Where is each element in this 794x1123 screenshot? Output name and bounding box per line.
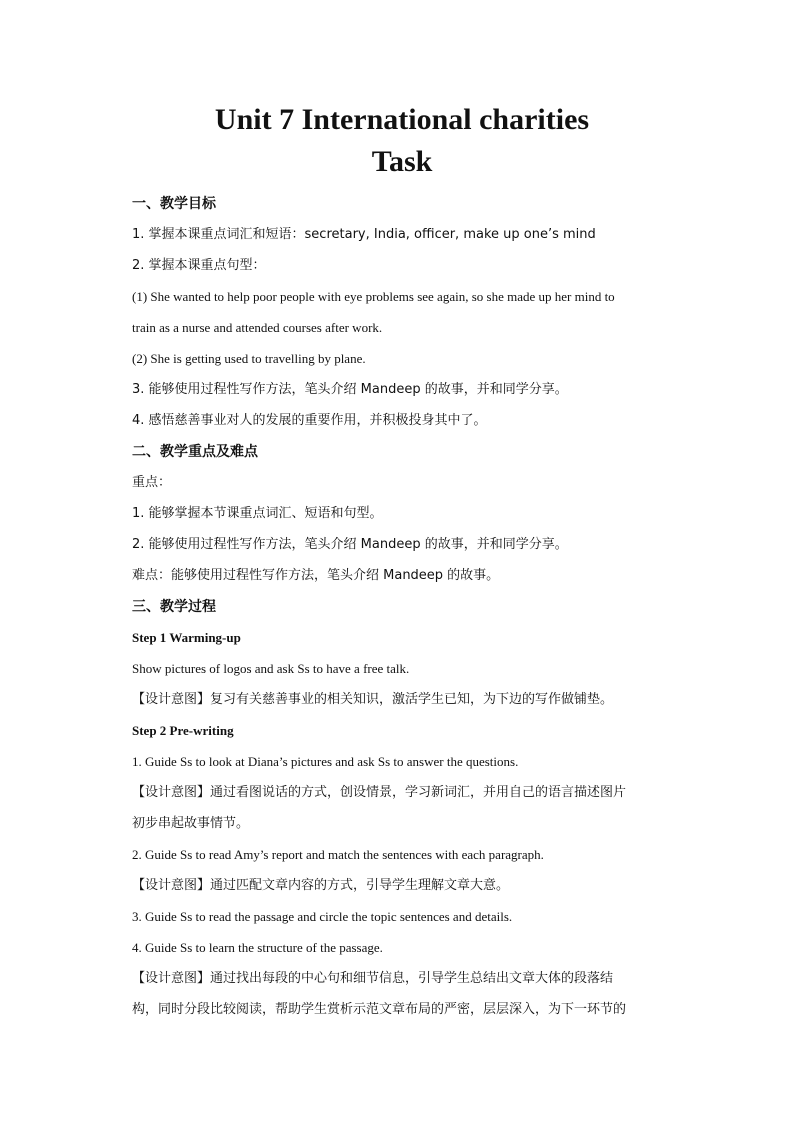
objective-item: (2) She is getting used to travelling by plane. [132,351,366,366]
focus-item: 1. 能够掌握本节课重点词汇、短语和句型。 [132,506,383,521]
step-line: 【设计意图】通过看图说话的方式，创设情景，学习新词汇，并用自己的语言描述图片 [132,785,627,800]
step-title: Step 2 Pre-writing [132,723,234,738]
objective-item: train as a nurse and attended courses after work. [132,320,383,335]
step-line: Show pictures of logos and ask Ss to have a free talk. [132,661,410,676]
document-page [132,100,672,1025]
step-line: 3. Guide Ss to read the passage and circle the topic sentences and details. [132,909,513,924]
step-line: 2. Guide Ss to read Amy’s report and match the sentences with each paragraph. [132,847,544,862]
focus-item: 重点： [132,475,172,490]
step-line: 4. Guide Ss to learn the structure of the passage. [132,940,383,955]
document-subtitle: Task [371,145,433,178]
focus-item: 难点：能够使用过程性写作方法，笔头介绍 Mandeep 的故事。 [132,568,500,583]
step-line: 【设计意图】通过找出每段的中心句和细节信息，引导学生总结出文章大体的段落结 [132,971,614,986]
step-line: 构，同时分段比较阅读，帮助学生赏析示范文章布局的严密，层层深入，为下一环节的 [132,1002,627,1017]
objective-item: 3. 能够使用过程性写作方法，笔头介绍 Mandeep 的故事，并和同学分享。 [132,382,568,397]
section-heading-focus: 二、教学重点及难点 [132,444,258,460]
step-line: 【设计意图】复习有关慈善事业的相关知识，激活学生已知，为下边的写作做铺垫。 [132,692,614,707]
step-line: 1. Guide Ss to look at Diana’s pictures and ask Ss to answer the questions. [132,754,519,769]
objective-item: (1) She wanted to help poor people with eye problems see again, so she made up her mind to [132,289,615,304]
objective-item: 4. 感悟慈善事业对人的发展的重要作用，并积极投身其中了。 [132,413,487,428]
step-line: 初步串起故事情节。 [132,816,250,831]
objective-item: 2. 掌握本课重点句型： [132,258,266,273]
objective-item: 1. 掌握本课重点词汇和短语：secretary, India, officer, make up one’s mind [132,227,596,242]
section-heading-objectives: 一、教学目标 [132,196,216,212]
step-line: 【设计意图】通过匹配文章内容的方式，引导学生理解文章大意。 [132,878,510,893]
document-title: Unit 7 International charities [214,103,590,136]
focus-item: 2. 能够使用过程性写作方法，笔头介绍 Mandeep 的故事，并和同学分享。 [132,537,568,552]
section-heading-process: 三、教学过程 [132,599,216,615]
step-title: Step 1 Warming-up [132,630,241,645]
